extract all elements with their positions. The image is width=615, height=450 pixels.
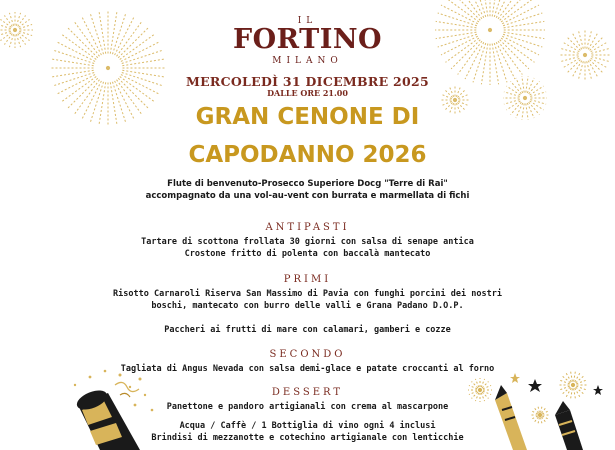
welcome-drink: Flute di benvenuto-Prosecco Superiore Docg "Terre di Rai" (167, 179, 448, 189)
dish-secondo: Tagliata di Angus Nevada con salsa demi-glace e patate croccanti al forno (120, 364, 495, 374)
logo-name: FORTINO (232, 24, 383, 55)
section-title-secondo: SECONDO (269, 349, 346, 360)
dish-dessert: Panettone e pandoro artigianali con crema al mascarpone (166, 402, 449, 412)
event-title-line1: GRAN CENONE DI (195, 104, 420, 130)
dish-primo: boschi, mantecato con burro delle valli e Grana Padano D.O.P. (151, 301, 464, 311)
event-date: MERCOLEDÌ 31 DICEMBRE 2025 (185, 74, 430, 89)
logo-prefix: IL (297, 16, 318, 26)
section-title-primi: PRIMI (283, 274, 332, 285)
dish-antipasto: Tartare di scottona frollata 30 giorni con salsa di senape antica (141, 237, 474, 247)
event-time: DALLE ORE 21.00 (267, 88, 348, 98)
section-title-antipasti: ANTIPASTI (265, 222, 350, 233)
dish-primo: Paccheri ai frutti di mare con calamari, gamberi e cozze (164, 325, 451, 335)
logo-city: MILANO (272, 56, 343, 66)
event-title-line2: CAPODANNO 2026 (188, 142, 427, 168)
section-title-dessert: DESSERT (271, 387, 344, 398)
welcome-starter: accompagnato da una vol-au-vent con burrata e marmellata di fichi (145, 191, 470, 201)
drinks-included: Acqua / Caffè / 1 Bottiglia di vino ogni 4 inclusi (179, 421, 436, 431)
dish-primo: Risotto Carnaroli Riserva San Massimo di Pavia con funghi porcini dei nostri (113, 289, 502, 299)
dish-antipasto: Crostone fritto di polenta con baccalà mantecato (184, 249, 431, 259)
midnight-toast: Brindisi di mezzanotte e cotechino artigianale con lenticchie (151, 433, 464, 443)
